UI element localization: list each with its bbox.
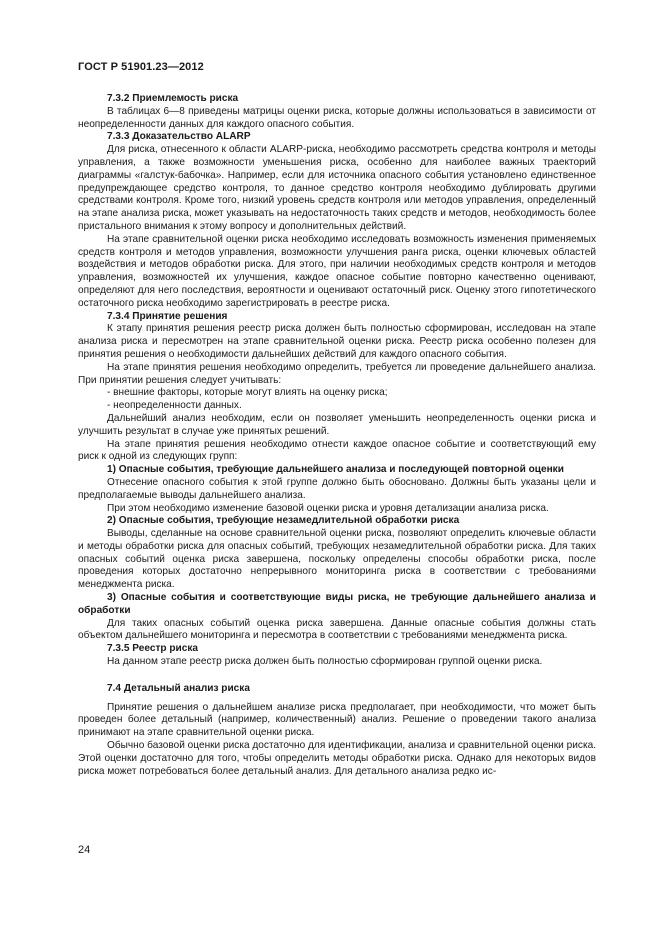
section-heading-7-3-2: 7.3.2 Приемлемость риска xyxy=(107,93,239,104)
list-item: - внешние факторы, которые могут влиять на оценку риска; xyxy=(107,387,388,399)
section-heading-7-3-5: 7.3.5 Реестр риска xyxy=(107,643,199,655)
paragraph: На данном этапе реестр риска должен быть полностью сформирован группой оценки риска. xyxy=(107,656,543,668)
paragraph: При этом необходимо изменение базовой оценки риска и уровня детализации анализа риска. xyxy=(107,502,549,514)
paragraph: Для риска, отнесенного к области ALARP-риска, необходимо рассмотреть средства контроля и методы управления, а также возможности уменьшения риска, особенно для наиболее важных траекторий диаграммы «галстук-бабочка». Например, если для источника опасного события установлено единственное предупреждающее средство контроля, то данное средство контроля необходимо дублировать другими средствами контроля. Кроме того, низкий уровень средств контроля или методов управления, определенный на этапе анализа риска, может указывать на недостаточность таких средств и методов, необходимость более пристального внимания к этому вопросу и дополнительных действий. xyxy=(78,144,596,232)
paragraph: Дальнейший анализ необходим, если он позволяет уменьшить неопределенность оценки риска и улучшить результат в случае уже принятых решений. xyxy=(78,412,596,437)
paragraph: На этапе принятия решения необходимо определить, требуется ли проведение дальнейшего анализа. При принятии решения следует учитывать: xyxy=(78,361,596,386)
section-heading-7-4: 7.4 Детальный анализ риска xyxy=(107,682,250,694)
paragraph: Выводы, сделанные на основе сравнительной оценки риска, позволяют определить ключевые области и методы обработки риска для опасных событий, требующих незамедлительной обработки риска. Для таких опасных событий оценка риска завершена, поскольку определены способы обработки риска, после проведения которых достаточно непрерывного мониторинга риска в соответствии с требованиями менеджмента риска. xyxy=(78,528,596,591)
document-header: ГОСТ Р 51901.23—2012 xyxy=(78,61,204,73)
paragraph: Отнесение опасного события к этой группе должно быть обосновано. Должны быть указаны цели и предполагаемые выводы дальнейшего анализа. xyxy=(78,476,596,501)
paragraph: Обычно базовой оценки риска достаточно для идентификации, анализа и сравнительной оценки риска. Этой оценки достаточно для того, чтобы определить методы обработки риска. Однако для некоторых видов риска может потребоваться более детальный анализ. Для детального анализа редко ис- xyxy=(78,740,596,777)
paragraph: Принятие решения о дальнейшем анализе риска предполагает, при необходимости, что может быть проведен более детальный (например, количественный) анализ. Решение о проведении такого анализа принимают на этапе сравнительной оценки риска. xyxy=(78,701,596,739)
paragraph: На этапе принятия решения необходимо отнести каждое опасное событие и соответствующий ему риск к одной из следующих групп: xyxy=(78,438,596,463)
page-number: 24 xyxy=(78,844,91,856)
group-heading-2: 2) Опасные события, требующие незамедлительной обработки риска xyxy=(107,515,460,527)
section-heading-7-3-3: 7.3.3 Доказательство ALARP xyxy=(107,131,251,143)
paragraph: На этапе сравнительной оценки риска необходимо исследовать возможность изменения применяемых средств контроля и методов управления, возможности улучшения ранга риска, оценки ключевых областей воздействия и методов обработки риска. Для этого, при наличии необходимых средств контроля и методов управления, возможностей их улучшения, каждое опасное событие повторно качественно оценивают, определяют для него последствия, вероятности и оценивают остаточный риск. Оценку этого гипотетического остаточного риска необходимо зарегистрировать в реестре риска. xyxy=(78,233,596,309)
paragraph: Для таких опасных событий оценка риска завершена. Данные опасные события должны стать объектом дальнейшего мониторинга и пересмотра в соответствии с требованиями менеджмента риска. xyxy=(78,617,596,642)
paragraph: К этапу принятия решения реестр риска должен быть полностью сформирован, исследован на этапе анализа риска и пересмотрен на этапе сравнительной оценки риска. Реестр риска особенно полезен для принятия решения о необходимости дальнейших действий для каждого опасного события. xyxy=(78,323,596,360)
paragraph: В таблицах 6—8 приведены матрицы оценки риска, которые должны использоваться в зависимости от неопределенности данных для каждого опасного события. xyxy=(78,105,596,130)
section-heading-7-3-4: 7.3.4 Принятие решения xyxy=(107,310,228,322)
group-heading-1: 1) Опасные события, требующие дальнейшего анализа и последующей повторной оценки xyxy=(107,464,564,476)
group-heading-3: 3) Опасные события и соответствующие виды риска, не требующие дальнейшего анализа и обработки xyxy=(78,592,596,616)
document-body xyxy=(78,93,596,778)
section-gap xyxy=(78,669,596,683)
list-item: - неопределенности данных. xyxy=(107,400,242,412)
